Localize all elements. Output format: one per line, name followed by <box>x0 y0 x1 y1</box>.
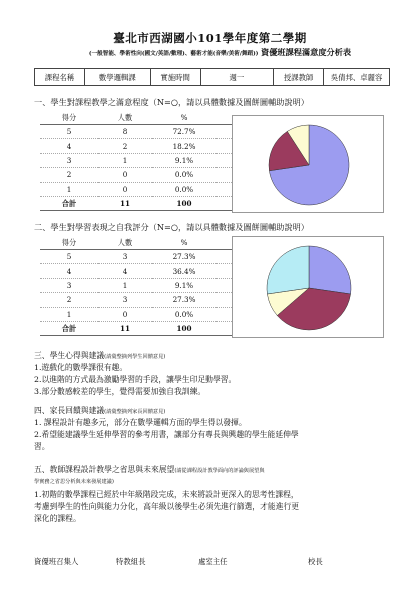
table-row: 1 0 0.0% <box>40 182 246 196</box>
signature-coordinator: 資優班召集人 <box>34 557 79 566</box>
table-row: 5 3 27.3% <box>40 250 246 264</box>
signature-principal: 校長 <box>308 557 323 566</box>
table-row: 4 4 36.4% <box>40 264 246 278</box>
signature-row <box>34 556 384 567</box>
header-score: 得分 <box>40 111 98 125</box>
pie-slice-score-5 <box>309 246 351 294</box>
table-row: 5 8 72.7% <box>40 125 246 139</box>
section3-title: 三、學生心得與建議 <box>34 351 105 360</box>
page-title: 臺北市西湖國小101學年度第二學期 <box>113 31 307 45</box>
header-pct: % <box>152 111 216 125</box>
table-row: 2 0 0.0% <box>40 168 246 182</box>
header-pct: % <box>152 236 216 250</box>
time-label: 實施時間 <box>150 69 200 86</box>
section5-heading <box>34 464 265 475</box>
form-title: 資優班課程滿意度分析表 <box>261 47 352 57</box>
section4-title: 四、家長回饋與建議 <box>34 406 105 415</box>
signature-special-ed-head: 特教組長 <box>116 557 146 566</box>
pie-chart-1 <box>232 115 384 213</box>
signature-office-director: 處室主任 <box>198 557 228 566</box>
teacher-value: 吳倩邦、卓麗容 <box>324 69 390 86</box>
table-row: 2 3 27.3% <box>40 293 246 307</box>
section1-table <box>40 111 246 211</box>
section3-item: 3.部分數感較差的學生，覺得需要加強自我訓練。 <box>34 387 206 396</box>
course-info-table <box>34 68 390 86</box>
category-note: (一般智能、學術性向(國文/英語/數理)、藝術才能(音樂/美術/舞蹈)) <box>88 51 259 57</box>
section5-note: (請從課程設計教學面向的評論與展望與 <box>174 468 265 474</box>
section4-heading <box>34 405 165 416</box>
table-row: 3 1 9.1% <box>40 278 246 292</box>
section4-item: 1. 課程設計有趣多元，部分在數學邏輯方面的學生得以發揮。 <box>34 418 247 427</box>
table-total-row: 合計 11 100 <box>40 321 246 335</box>
section5-item: 考慮到學生的性向與能力分化，高年級以後學生必須先進行篩選，才能進行更 <box>34 502 300 511</box>
course-name-label: 課程名稱 <box>35 69 85 86</box>
section3-heading <box>34 350 165 361</box>
section4-item: 習。 <box>34 442 50 451</box>
section4-note: (請彙整摘列家長回饋意見) <box>104 409 166 415</box>
section3-item: 1.遊戲化的數學課很有趣。 <box>34 363 128 372</box>
section5-note-line2: 學實務之省思分析與未來發展建議) <box>34 479 114 485</box>
section3-item: 2.以進階的方式最為激勵學習的手段，讓學生印足動學習。 <box>34 375 237 384</box>
section1-heading: 一、學生對課程教學之滿意程度（N=○，請以具體數據及圖餅圖輔助說明） <box>34 97 309 107</box>
section5-item: 深化的課程。 <box>34 514 81 523</box>
table-row: 1 0 0.0% <box>40 307 246 321</box>
page-subtitle <box>30 47 410 58</box>
table-total-row: 合計 11 100 <box>40 196 246 210</box>
table-row: 3 1 9.1% <box>40 153 246 167</box>
section4-item: 2.希望能建議學生延伸學習的參考用書，讓部分有專長與興趣的學生能延伸學 <box>34 430 299 439</box>
time-value: 週一 <box>200 69 273 86</box>
course-name: 數學邏輯課 <box>85 69 151 86</box>
header-count: 人數 <box>98 111 152 125</box>
section5-item: 1.初階的數學課程已經於中年級階段完成，未來將設計更深入的思考性課程， <box>34 490 299 499</box>
section5-title: 五、教師課程設計教學之省思與未來展望 <box>34 465 175 474</box>
section2-table <box>40 236 246 336</box>
teacher-label: 授課教師 <box>274 69 324 86</box>
pie-chart-2 <box>232 236 384 338</box>
section3-note: (請彙整摘列學生回饋意見) <box>104 354 166 360</box>
header-count: 人數 <box>98 236 152 250</box>
pie-slice-score-2 <box>267 246 309 294</box>
section2-heading: 二、學生對學習表現之自我評分（N=○，請以具體數據及圖餅圖輔助說明） <box>34 222 309 232</box>
table-row: 4 2 18.2% <box>40 139 246 153</box>
header-score: 得分 <box>40 236 98 250</box>
